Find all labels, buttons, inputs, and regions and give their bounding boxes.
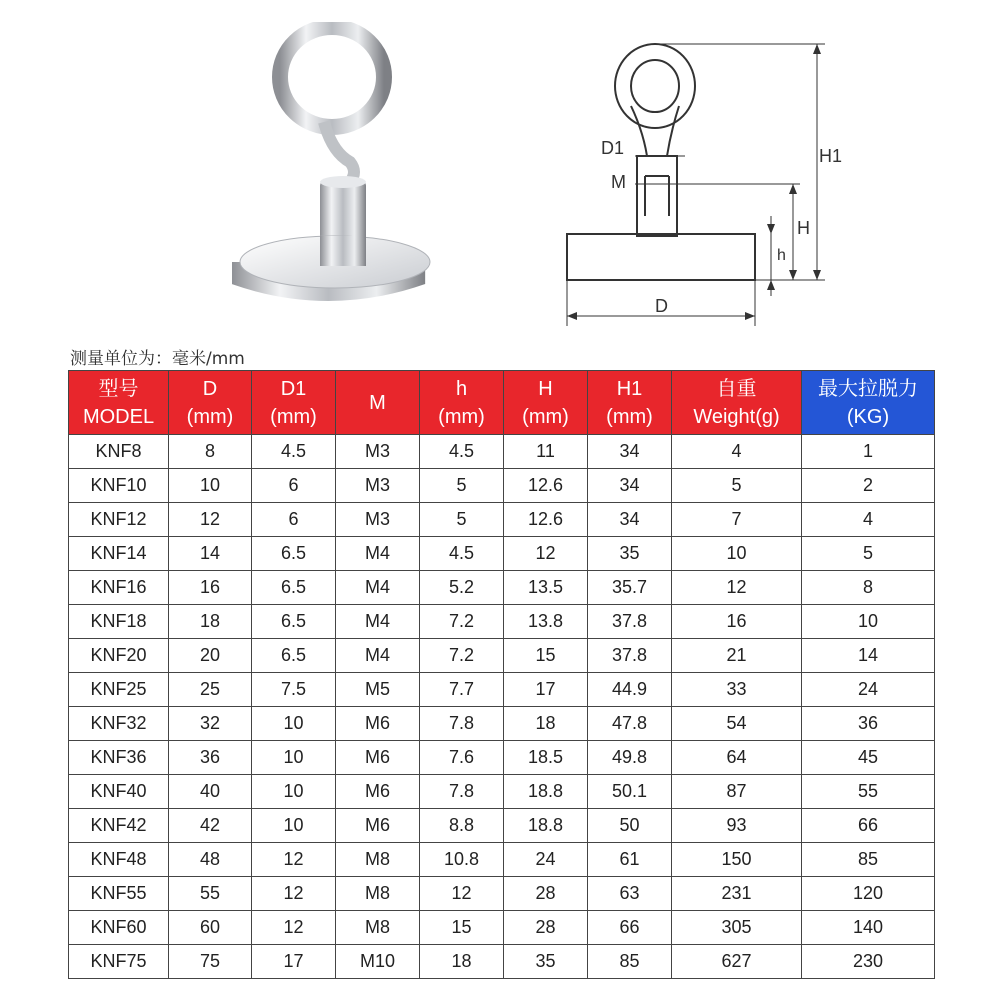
table-cell-h: 7.8 (420, 775, 504, 809)
table-cell-model: KNF48 (69, 843, 169, 877)
table-cell-d: 20 (169, 639, 252, 673)
header-line1: D1 (280, 377, 307, 400)
table-cell-pull-force: 5 (802, 537, 935, 571)
table-cell-weight: 12 (672, 571, 802, 605)
header-line2: (KG) (846, 405, 890, 428)
unit-note: 测量单位为：毫米/mm (70, 349, 245, 369)
table-cell-h1: 37.8 (588, 605, 672, 639)
table-cell-weight: 10 (672, 537, 802, 571)
header-line1: 最大拉脱力 (818, 377, 918, 400)
table-cell-m: M4 (336, 537, 420, 571)
table-cell-h1: 44.9 (588, 673, 672, 707)
table-row (69, 809, 935, 843)
header-line2: (mm) (522, 405, 569, 428)
table-cell-d1: 6.5 (252, 571, 336, 605)
table-cell-d1: 7.5 (252, 673, 336, 707)
table-cell-pull-force: 2 (802, 469, 935, 503)
table-cell-pull-force: 120 (802, 877, 935, 911)
table-cell-h: 10.8 (420, 843, 504, 877)
table-cell-m: M3 (336, 469, 420, 503)
table-cell-d: 75 (169, 945, 252, 979)
table-cell-m: M6 (336, 707, 420, 741)
table-cell-d: 40 (169, 775, 252, 809)
table-cell-d: 8 (169, 435, 252, 469)
table-row (69, 435, 935, 469)
header-d1 (252, 371, 336, 435)
table-cell-d1: 6.5 (252, 639, 336, 673)
table-cell-h-total: 35 (504, 945, 588, 979)
header-line2: (mm) (186, 405, 234, 428)
table-cell-h1: 47.8 (588, 707, 672, 741)
header-d (169, 371, 252, 435)
table-cell-d: 60 (169, 911, 252, 945)
table-cell-h: 15 (420, 911, 504, 945)
label-d1: D1 (601, 138, 625, 158)
table-row (69, 605, 935, 639)
table-cell-h: 5.2 (420, 571, 504, 605)
table-cell-model: KNF36 (69, 741, 169, 775)
table-cell-h-total: 18.8 (504, 775, 588, 809)
table-cell-h: 18 (420, 945, 504, 979)
table-cell-weight: 5 (672, 469, 802, 503)
table-cell-h1: 35 (588, 537, 672, 571)
table-cell-m: M8 (336, 911, 420, 945)
table-row (69, 707, 935, 741)
header-line1: D (202, 377, 218, 400)
table-row (69, 911, 935, 945)
table-cell-model: KNF32 (69, 707, 169, 741)
table-cell-model: KNF14 (69, 537, 169, 571)
header-h1 (588, 371, 672, 435)
table-cell-model: KNF40 (69, 775, 169, 809)
header-line1: h (455, 377, 468, 400)
table-cell-d: 18 (169, 605, 252, 639)
table-cell-h-total: 15 (504, 639, 588, 673)
table-cell-model: KNF10 (69, 469, 169, 503)
table-cell-weight: 305 (672, 911, 802, 945)
table-cell-pull-force: 36 (802, 707, 935, 741)
table-cell-pull-force: 24 (802, 673, 935, 707)
table-cell-weight: 93 (672, 809, 802, 843)
table-cell-h1: 34 (588, 435, 672, 469)
header-line1: 自重 (716, 377, 757, 400)
header-m (336, 371, 420, 435)
table-cell-m: M8 (336, 877, 420, 911)
table-cell-h: 7.2 (420, 605, 504, 639)
table-cell-h-total: 13.5 (504, 571, 588, 605)
table-cell-m: M3 (336, 435, 420, 469)
header-line1: H1 (616, 377, 643, 400)
table-cell-pull-force: 45 (802, 741, 935, 775)
table-cell-d1: 10 (252, 741, 336, 775)
header-line1: H (538, 377, 553, 400)
table-cell-model: KNF75 (69, 945, 169, 979)
table-cell-pull-force: 230 (802, 945, 935, 979)
table-cell-m: M5 (336, 673, 420, 707)
table-cell-pull-force: 85 (802, 843, 935, 877)
table-cell-d: 25 (169, 673, 252, 707)
table-cell-weight: 64 (672, 741, 802, 775)
table-cell-h: 5 (420, 503, 504, 537)
table-cell-h-total: 17 (504, 673, 588, 707)
table-cell-h: 7.2 (420, 639, 504, 673)
header-h-total (504, 371, 588, 435)
table-cell-d1: 6.5 (252, 537, 336, 571)
table-cell-h1: 50 (588, 809, 672, 843)
table-cell-m: M6 (336, 741, 420, 775)
header-line2: (mm) (606, 405, 653, 428)
table-cell-d1: 10 (252, 809, 336, 843)
table-cell-h1: 35.7 (588, 571, 672, 605)
table-cell-d1: 17 (252, 945, 336, 979)
table-cell-h1: 49.8 (588, 741, 672, 775)
header-h (420, 371, 504, 435)
header-line2: (mm) (270, 405, 317, 428)
table-cell-d: 55 (169, 877, 252, 911)
table-cell-m: M10 (336, 945, 420, 979)
table-cell-h-total: 18.8 (504, 809, 588, 843)
table-row (69, 537, 935, 571)
table-cell-pull-force: 4 (802, 503, 935, 537)
table-cell-model: KNF18 (69, 605, 169, 639)
table-cell-d1: 6 (252, 503, 336, 537)
table-cell-h-total: 18 (504, 707, 588, 741)
spec-table (68, 370, 935, 979)
table-cell-m: M4 (336, 605, 420, 639)
table-cell-d: 42 (169, 809, 252, 843)
table-cell-d1: 10 (252, 707, 336, 741)
table-cell-weight: 150 (672, 843, 802, 877)
table-cell-h: 4.5 (420, 537, 504, 571)
table-row (69, 571, 935, 605)
table-cell-h-total: 13.8 (504, 605, 588, 639)
table-cell-d1: 4.5 (252, 435, 336, 469)
table-cell-pull-force: 14 (802, 639, 935, 673)
table-cell-h: 7.6 (420, 741, 504, 775)
table-cell-h: 8.8 (420, 809, 504, 843)
table-cell-h1: 34 (588, 503, 672, 537)
table-cell-model: KNF25 (69, 673, 169, 707)
label-m: M (611, 172, 626, 192)
product-photo (232, 22, 432, 308)
table-cell-h-total: 12.6 (504, 469, 588, 503)
table-cell-d: 48 (169, 843, 252, 877)
table-cell-pull-force: 55 (802, 775, 935, 809)
table-row (69, 469, 935, 503)
table-cell-pull-force: 1 (802, 435, 935, 469)
table-cell-d: 14 (169, 537, 252, 571)
table-cell-weight: 54 (672, 707, 802, 741)
table-cell-m: M8 (336, 843, 420, 877)
table-cell-h-total: 11 (504, 435, 588, 469)
table-cell-h: 5 (420, 469, 504, 503)
table-cell-d1: 6 (252, 469, 336, 503)
table-cell-h: 7.8 (420, 707, 504, 741)
table-row (69, 639, 935, 673)
table-cell-weight: 4 (672, 435, 802, 469)
table-cell-d1: 6.5 (252, 605, 336, 639)
table-cell-d: 10 (169, 469, 252, 503)
table-cell-h1: 63 (588, 877, 672, 911)
label-h-upper: H (797, 218, 810, 238)
label-h-lower: h (777, 247, 786, 264)
table-cell-h: 12 (420, 877, 504, 911)
table-cell-h-total: 18.5 (504, 741, 588, 775)
table-cell-d1: 10 (252, 775, 336, 809)
table-cell-d1: 12 (252, 843, 336, 877)
table-cell-weight: 231 (672, 877, 802, 911)
table-cell-h1: 66 (588, 911, 672, 945)
header-line2: MODEL (82, 405, 155, 428)
table-cell-model: KNF16 (69, 571, 169, 605)
table-cell-pull-force: 8 (802, 571, 935, 605)
table-cell-h-total: 28 (504, 911, 588, 945)
table-cell-h: 4.5 (420, 435, 504, 469)
table-cell-m: M6 (336, 775, 420, 809)
table-row (69, 503, 935, 537)
table-row (69, 673, 935, 707)
header-line2: (mm) (438, 405, 485, 428)
table-cell-d: 12 (169, 503, 252, 537)
table-cell-pull-force: 10 (802, 605, 935, 639)
dimension-drawing (555, 36, 855, 326)
table-cell-d1: 12 (252, 877, 336, 911)
table-cell-model: KNF12 (69, 503, 169, 537)
table-cell-h-total: 28 (504, 877, 588, 911)
table-cell-weight: 7 (672, 503, 802, 537)
table-row (69, 843, 935, 877)
table-cell-model: KNF55 (69, 877, 169, 911)
table-cell-m: M6 (336, 809, 420, 843)
header-pull-force (802, 371, 935, 435)
table-cell-model: KNF42 (69, 809, 169, 843)
table-cell-h1: 37.8 (588, 639, 672, 673)
table-cell-pull-force: 140 (802, 911, 935, 945)
table-cell-m: M4 (336, 639, 420, 673)
table-cell-d: 16 (169, 571, 252, 605)
header-line1: M (369, 391, 386, 414)
table-cell-weight: 627 (672, 945, 802, 979)
header-weight (672, 371, 802, 435)
header-model (69, 371, 169, 435)
table-cell-d: 32 (169, 707, 252, 741)
table-cell-model: KNF20 (69, 639, 169, 673)
table-row (69, 775, 935, 809)
label-d: D (655, 296, 668, 316)
table-row (69, 877, 935, 911)
table-row (69, 945, 935, 979)
table-cell-model: KNF8 (69, 435, 169, 469)
table-cell-m: M3 (336, 503, 420, 537)
table-cell-m: M4 (336, 571, 420, 605)
table-cell-h-total: 12 (504, 537, 588, 571)
table-cell-d: 36 (169, 741, 252, 775)
header-line1: 型号 (98, 377, 139, 400)
table-cell-h-total: 12.6 (504, 503, 588, 537)
table-cell-d1: 12 (252, 911, 336, 945)
table-cell-h1: 61 (588, 843, 672, 877)
table-cell-weight: 33 (672, 673, 802, 707)
table-cell-h1: 34 (588, 469, 672, 503)
table-header-row (69, 371, 935, 435)
label-h1: H1 (819, 146, 843, 166)
table-cell-h-total: 24 (504, 843, 588, 877)
table-cell-h1: 50.1 (588, 775, 672, 809)
table-cell-pull-force: 66 (802, 809, 935, 843)
table-cell-h1: 85 (588, 945, 672, 979)
table-cell-model: KNF60 (69, 911, 169, 945)
table-cell-h: 7.7 (420, 673, 504, 707)
table-cell-weight: 16 (672, 605, 802, 639)
table-cell-weight: 87 (672, 775, 802, 809)
header-line2: Weight(g) (693, 405, 780, 428)
table-row (69, 741, 935, 775)
table-cell-weight: 21 (672, 639, 802, 673)
